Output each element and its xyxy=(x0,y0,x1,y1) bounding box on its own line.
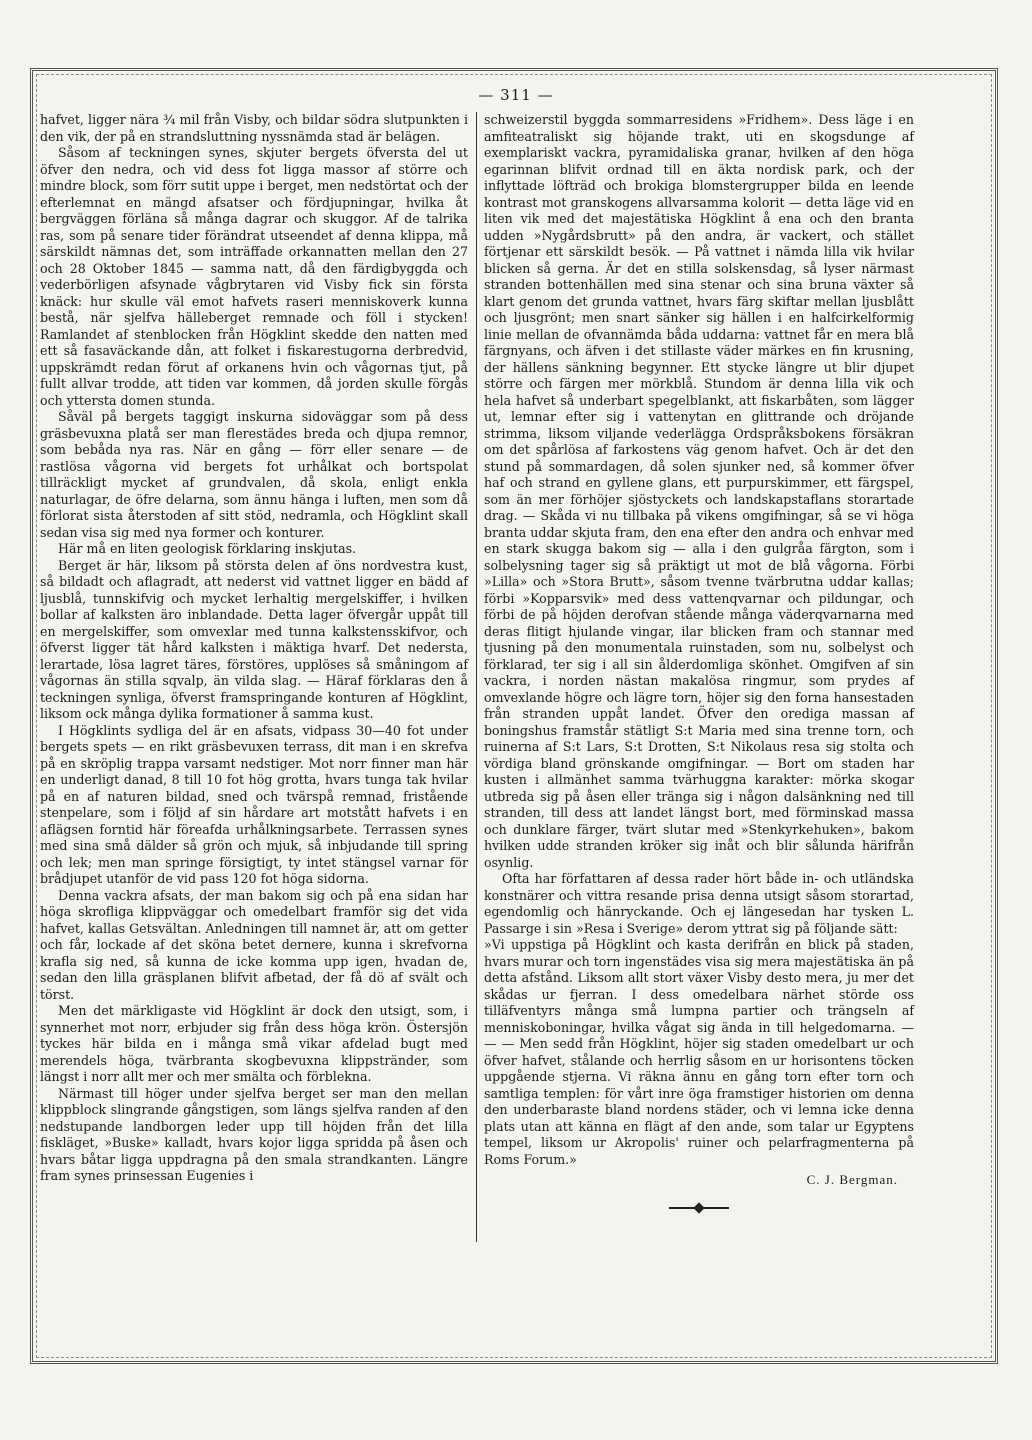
paragraph: Ofta har författaren af dessa rader hört både in- och utländska konstnärer och vittra resande prisa denna utsigt såsom storartad, egendomlig och hänryckande. Och ej längesedan har tysken L. Passarge i sin »Resa i Sverige» derom yttrat sig på följande sätt: xyxy=(484,871,914,936)
paragraph: Såväl på bergets taggigt inskurna sidoväggar som på dess gräsbevuxna platå ser man flerestädes breda och djupa remnor, som bebåda nya ras. När en gång — förr eller senare — de rastlösa vågorna vid bergets fot urhålkat och bortspolat tillräckligt mycket af grundvalen, då skola, enligt enkla naturlagar, de öfre delarna, som ännu hänga i luften, men som då förlorat sista återstoden af sitt stöd, nedramla, och Högklint skall sedan visa sig med nya former och konturer. xyxy=(40,409,468,540)
right-column xyxy=(484,112,914,1213)
end-ornament xyxy=(484,1203,914,1213)
paragraph: Närmast till höger under sjelfva berget ser man den mellan klippblock slingrande gångstigen, som längs sjelfva randen af den nedstupande landborgen leder upp till höjden från det lilla fiskläget, »Buske» kalladt, hvars kojor ligga spridda på åsen och hvars båtar ligga uppdragna på den smala strandkanten. Längre fram synes prinsessan Eugenies i xyxy=(40,1085,468,1183)
column-divider xyxy=(476,112,477,1242)
paragraph: Denna vackra afsats, der man bakom sig och på ena sidan har höga skrofliga klippväggar och omedelbart framför sig det vida hafvet, kallas Getsvältan. Anledningen till namnet är, att om getter och får, lockade af det sköna betet dernere, kunna i skrefvorna krafla sig ned, så kunna de icke komma upp igen, hvadan de, sedan den lilla gräsplanen blifvit afbetad, der få dö af svält och törst. xyxy=(40,887,468,1002)
paragraph: Men det märkligaste vid Högklint är dock den utsigt, som, i synnerhet mot norr, erbjuder sig från dess höga krön. Östersjön tyckes här bilda en i många små vikar afdelad bugt med merendels höga, tvärbranta skogbevuxna klippstränder, som längst i norr allt mer och mer smälta och förblekna. xyxy=(40,1003,468,1084)
paragraph: Berget är här, liksom på största delen af öns nordvestra kust, så bildadt och aflagradt, att nederst vid vattnet ligger en bädd af ljusblå, tunnskifvig och mycket lerhaltig mergelskiffer, i hvilken bollar af kalksten äro inblandade. Detta lager öfvergår uppåt till en mergelskiffer, som omvexlar med tunna kalkstensskifvor, och öfverst ligger tät hård kalksten i mäktiga hvarf. Det nedersta, lerartade, lösa lagret täres, förstöres, upplöses så småningom af vågornas än stilla sqvalp, än vilda slag. — Häraf förklaras den å teckningen synliga, öfverst framspringande konturen af Högklint, liksom ock många dylika formationer å samma kust. xyxy=(40,557,468,721)
paragraph: Såsom af teckningen synes, skjuter bergets öfversta del ut öfver den nedra, och vid dess fot ligga massor af större och mindre block, som förr sutit uppe i berget, men nedstörtat och der efterlemnat en mängd afsatser och fördjupningar, hvilka åt bergväggen förläna så många dagrar och skuggor. Af de talrika ras, som på senare tider förändrat utseendet af denna klippa, må särskildt nämnas det, som inträffade orkannatten mellan den 27 och 28 Oktober 1845 — samma natt, då den färdigbyggda och vederbörligen afsynade vågbrytaren vid Visby fick sin första knäck: hur skulle väl emot hafvets raseri menniskoverk kunna bestå, när sjelfva hälleberget remnade och föll i stycken! Ramlandet af stenblocken från Högklint skedde den natten med ett så fasaväckande dån, att folket i fiskarestugorna derbredvid, uppskrämdt redan förut af orkanens hvin och vågornas tjut, på fullt allvar trodde, att tiden var kommen, då jorden skulle förgås och yttersta domen stunda. xyxy=(40,145,468,408)
paragraph: hafvet, ligger nära ¾ mil från Visby, och bildar södra slutpunkten i den vik, der på en strandsluttning nyssnämda stad är belägen. xyxy=(40,112,468,144)
paragraph: Här må en liten geologisk förklaring inskjutas. xyxy=(58,541,357,556)
quote-paragraph: »Vi uppstiga på Högklint och kasta derifrån en blick på staden, hvars murar och torn ingenstädes visa sig mera majestätiska än på detta afstånd. Liksom allt stort växer Visby desto mera, ju mer det skådas ur fjerran. I dess omedelbara närhet störde oss tilläfventyrs många små lumpna partier och trängseln af menniskoboningar, hvilka vågat sig ända in till helgedomarna. — — — Men sedd från Högklint, höjer sig staden omedelbart ur och öfver hafvet, stålande och herrlig såsom en ur horisontens töcken uppgående stjerna. Vi räkna ännu en gång torn efter torn och samtliga templen: för vårt inre öga framstiger historien om denna den underbaraste bland nordens städer, och vi lemna icke denna plats utan att känna en flägt af den ande, som talar ur Egyptens tempel, liksom ur Akropolis' ruiner och pelarfragmenterna på Roms Forum.» xyxy=(484,937,914,1167)
author-signature: C. J. Bergman. xyxy=(806,1172,898,1187)
paragraph: schweizerstil byggda sommarresidens »Fridhem». Dess läge i en amfiteatraliskt sig höjande trakt, uti en skogsdunge af exemplariskt vackra, pyramidaliska granar, hvilken af den höga egarinnan blifvit ordnad till en äkta nordisk park, och der inflyttade löfträd och brokiga blomstergrupper bilda en leende kontrast mot granskogens allvarsamma kolorit — detta läge vid en liten vik med det majestätiska Högklint å ena och den branta udden »Nygårdsbrutt» på den andra, är vackert, och stället förtjenar ett särskildt besök. — På vattnet i nämda lilla vik hvilar blicken så gerna. Är det en stilla solskensdag, så lyser närmast stranden bottenhällen med sina stenar och sina bruna växter så klart genom det grunda vattnet, hvars färg skiftar mellan ljusblått och ljusgrönt; men snart sänker sig hällen i en halfcirkelformig linie mellan de ofvannämda båda uddarna: vattnet får en mera blå färgnyans, och äfven i det stillaste väder märkes en fin krusning, der hällens sänkning begynner. Ett stycke längre ut blir djupet större och färgen mer mörkblå. Stundom är denna lilla vik och hela hafvet så underbart spegelblankt, att fiskarbåten, som lägger ut, lemnar efter sig i vattenytan en glittrande och dröjande strimma, liksom viljande vederlägga Ordspråksbokens försäkran om det spårlösa af farkostens väg genom hafvet. Och är det den stund på sommardagen, då solen sjunker ned, så kommer öfver haf och strand en gyllene glans, ett purpurskimmer, ett färgspel, som än mer förhöjer sjöstyckets och landskapstaflans storartade drag. — Skåda vi nu tillbaka på vikens omgifningar, så se vi höga branta uddar skjuta fram, den ena efter den andra och enhvar med en stark skugga bakom sig — alla i den gulgråa färgton, som i solbelysning tager sig så präktigt ut mot de blå vågorna. Förbi »Lilla» och »Stora Brutt», såsom tvenne tvärbrutna uddar kallas; förbi »Kopparsvik» med dess vattenqvarnar och pildungar, och förbi de på höjden derofvan stående många väderqvarnarna med deras flitigt hjulande vingar, ilar blicken fram och stannar med tjusning på den monumentala ruinstaden, som nu, solbelyst och förklarad, ter sig i all sin ålderdomliga skönhet. Omgifven af sin vackra, i norden nästan makalösa ringmur, som prydes af omvexlande högre och lägre torn, höjer sig den forna hansestaden från stranden uppåt landet. Öfver den orediga massan af boningshus framstår stätligt S:t Maria med sina trenne torn, och ruinerna af S:t Lars, S:t Drotten, S:t Nikolaus resa sig stolta och vördiga bland grönskande omgifningar. — Bort om staden har kusten i allmänhet samma tvärhuggna karakter: mörka skogar utbreda sig på åsen eller tränga sig i någon dalsänkning ned till stranden, till dess att landet längst bort, med förminskad massa och dunklare färger, tvärt slutar med »Stenkyrkehuken», bakom hvilken udde stranden kröker sig inåt och blir sålunda härifrån osynlig. xyxy=(484,112,914,870)
page-number: — 311 — xyxy=(478,86,554,104)
paragraph: I Högklints sydliga del är en afsats, vidpass 30—40 fot under bergets spets — en rikt gräsbevuxen terrass, dit man i en skrefva på en skröplig trappa varsamt nedstiger. Mot norr finner man här en underligt danad, 8 till 10 fot hög grotta, hvars tunga tak hvilar på en af naturen bildad, sned och tvärspå remnad, fristående stenpelare, som i följd af sin hårdare art motstått hafvets i en aflägsen forntid här föreafda urhålkningsarbete. Terrassen synes med sina små dälder så grön och mjuk, så inbjudande till spring och lek; men man springe försigtigt, ty intet stängsel varnar för brådjupet utanför de vid pass 120 fot höga sidorna. xyxy=(40,722,468,886)
left-column xyxy=(40,112,468,1185)
